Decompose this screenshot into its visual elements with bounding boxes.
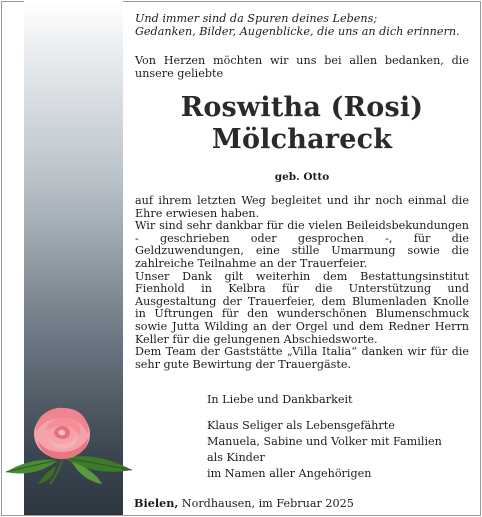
deceased-name (135, 92, 469, 156)
maiden-name: geb. Otto (274, 171, 330, 183)
body-paragraph: Unser Dank gilt weiterhin dem Bestattungsinstitut Fienhold in Kelbra für die Unterstützung und Ausgestaltung der Trauerfeier, dem Blumenladen Knolle in Uftrungen für den wunderschönen Blumenschmuck sowie Jutta Wilding an der Orgel und dem Redner Herrn Keller für die gelungenen Abschiedsworte. (135, 269, 469, 346)
closing-line: In Liebe und Dankbarkeit (207, 393, 353, 406)
intro-text: Von Herzen möchten wir uns bei allen bedanken, die unsere geliebte (135, 54, 469, 80)
quote-line: Und immer sind da Spuren deines Lebens; (135, 12, 378, 25)
place-town: Bielen, (134, 496, 179, 510)
name-line-2: Mölchareck (211, 124, 393, 155)
body-paragraph: Wir sind sehr dankbar für die vielen Beileidsbekundungen - geschrieben oder gesprochen -, für die Geldzuwendungen, eine stille Umarmung sowie die zahlreiche Teilnahme an der Trauerfeier. (135, 219, 469, 270)
place-rest: Nordhausen, im Februar 2025 (181, 497, 354, 510)
signer-line: als Kinder (207, 451, 265, 464)
body-paragraph: auf ihrem letzten Weg begleitet und ihr noch einmal die Ehre erwiesen haben. (135, 194, 469, 220)
place-date (134, 497, 468, 511)
signer-line: im Namen aller Angehörigen (207, 467, 372, 480)
signer-line: Klaus Seliger als Lebensgefährte (207, 419, 395, 432)
body-paragraph: Dem Team der Gaststätte „Villa Italia“ danken wir für die sehr gute Bewirtung der Trauergäste. (135, 345, 469, 371)
signers-block (207, 418, 467, 482)
name-line-1: Roswitha (Rosi) (180, 92, 424, 123)
quote-line: Gedanken, Bilder, Augenblicke, die uns an dich erinnern. (135, 24, 460, 38)
memorial-quote (135, 13, 465, 38)
signer-line: Manuela, Sabine und Volker mit Familien (207, 435, 442, 448)
thanks-body (135, 195, 469, 371)
rose-icon (2, 402, 136, 486)
